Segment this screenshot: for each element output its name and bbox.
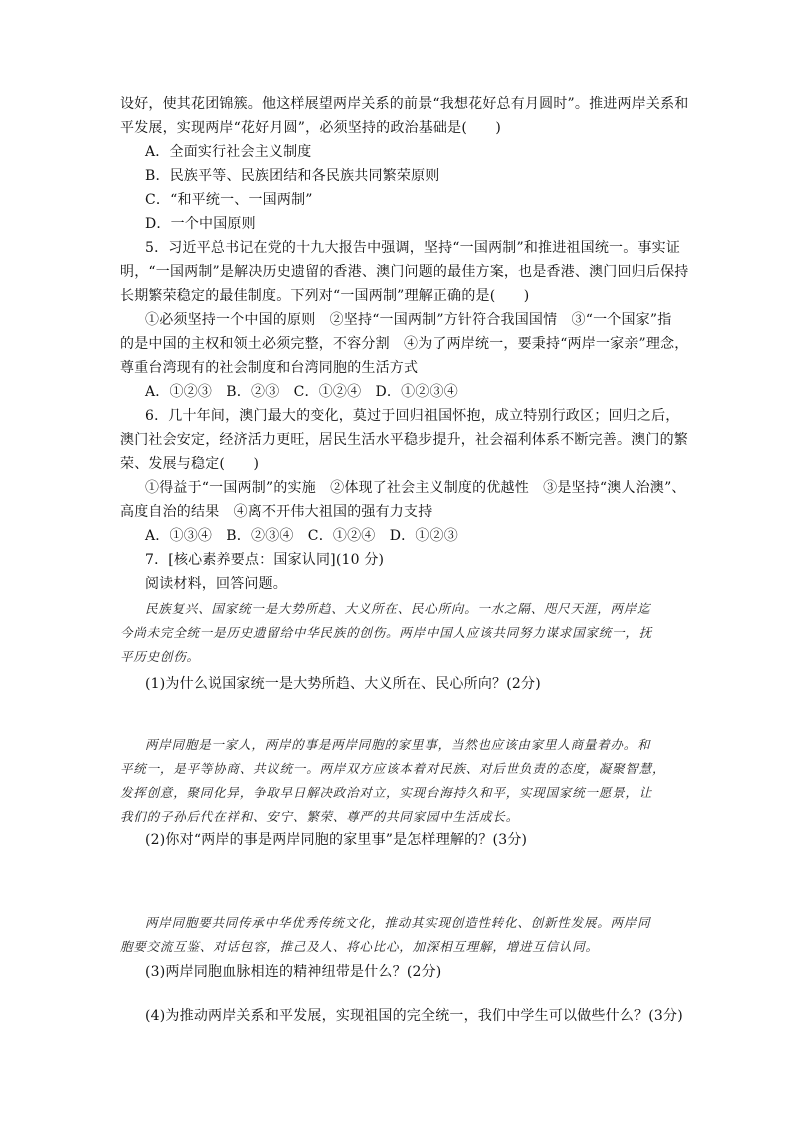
q7-header: 7．[核心素养要点：国家认同](10 分) xyxy=(145,552,385,568)
answer-space-2 xyxy=(120,854,680,904)
q6-stem-line-1: 6．几十年间，澳门最大的变化，莫过于回归祖国怀抱，成立特别行政区；回归之后， xyxy=(145,408,680,424)
q7-material-2-line-3: 发挥创意，聚同化异，争取早日解决政治对立，实现台海持久和平，实现国家统一愿景，让 xyxy=(120,785,653,800)
answer-space-3 xyxy=(120,986,680,1002)
q4-stem-line-2: 平发展，实现两岸“花好月圆”，必须坚持的政治基础是( ) xyxy=(120,120,502,136)
q5-stem-line-2: 明，“一国两制”是解决历史遗留的香港、澳门问题的最佳方案，也是香港、澳门回归后保持 xyxy=(120,264,689,280)
q7-material-1-line-2: 今尚未完全统一是历史遗留给中华民族的创伤。两岸中国人应该共同努力谋求国家统一，抚 xyxy=(120,625,653,640)
q6-stem-line-2: 澳门社会安定，经济活力更旺，居民生活水平稳步提升，社会福利体系不断完善。澳门的繁 xyxy=(120,432,688,448)
q7-material-3-line-1: 两岸同胞要共同传承中华优秀传统文化，推动其实现创造性转化、创新性发展。两岸同 xyxy=(145,915,651,930)
q6-items-line-2: 高度自治的结果 ④离不开伟大祖国的强有力支持 xyxy=(120,504,433,520)
q5-items-line-3: 尊重台湾现有的社会制度和台湾同胞的生活方式 xyxy=(120,360,419,376)
q7-material-1-line-3: 平历史创伤。 xyxy=(120,649,200,664)
q5-stem-line-3: 长期繁荣稳定的最佳制度。下列对“一国两制”理解正确的是( ) xyxy=(120,288,530,304)
q6-items-line-1: ①得益于“一国两制”的实施 ②体现了社会主义制度的优越性 ③是坚持“澳人治澳”、 xyxy=(145,480,686,496)
q4-option-c: C．“和平统一、一国两制” xyxy=(145,192,313,208)
q4-option-d: D．一个中国原则 xyxy=(145,216,256,232)
q7-material-2-line-4: 我们的子孙后代在祥和、安宁、繁荣、尊严的共同家园中生活成长。 xyxy=(120,809,520,824)
q7-sub-question-2: (2)你对“两岸的事是两岸同胞的家里事”是怎样理解的？(3分) xyxy=(145,832,528,848)
q7-instruction: 阅读材料，回答问题。 xyxy=(145,576,287,592)
q5-stem-line-1: 5．习近平总书记在党的十九大报告中强调，坚持“一国两制”和推进祖国统一。事实证 xyxy=(145,240,681,256)
q6-stem-line-3: 荣、发展与稳定( ) xyxy=(120,456,260,472)
q5-items-line-1: ①必须坚持一个中国的原则 ②坚持“一国两制”方针符合我国国情 ③“一个国家”指 xyxy=(145,312,672,328)
q4-option-a: A．全面实行社会主义制度 xyxy=(145,144,312,160)
q4-stem-line-1: 设好，使其花团锦簇。他这样展望两岸关系的前景“我想花好总有月圆时”。推进两岸关系和 xyxy=(120,96,689,112)
q7-sub-question-1: (1)为什么说国家统一是大势所趋、大义所在、民心所向？(2分) xyxy=(145,676,541,692)
q4-option-b: B．民族平等、民族团结和各民族共同繁荣原则 xyxy=(145,168,440,184)
answer-space-1 xyxy=(120,698,680,730)
q6-choices: A．①③④ B．②③④ C．①②④ D．①②③ xyxy=(145,528,458,544)
q5-items-line-2: 的是中国的主权和领土必须完整，不容分割 ④为了两岸统一，要秉持“两岸一家亲”理念， xyxy=(120,336,689,352)
q7-material-2-line-2: 平统一，是平等协商、共议统一。两岸双方应该本着对民族、对后世负责的态度，凝聚智慧， xyxy=(120,761,666,776)
q7-material-3-line-2: 胞要交流互鉴、对话包容，推己及人、将心比心，加深相互理解，增进互信认同。 xyxy=(120,939,599,954)
q5-choices: A．①②③ B．②③ C．①②④ D．①②③④ xyxy=(145,384,458,400)
q7-sub-question-3: (3)两岸同胞血脉相连的精神纽带是什么？(2分) xyxy=(145,964,442,980)
q7-material-1-line-1: 民族复兴、国家统一是大势所趋、大义所在、民心所向。一水之隔、咫尺天涯，两岸迄 xyxy=(145,601,651,616)
q7-material-2-line-1: 两岸同胞是一家人，两岸的事是两岸同胞的家里事，当然也应该由家里人商量着办。和 xyxy=(145,737,651,752)
q7-sub-question-4: (4)为推动两岸关系和平发展，实现祖国的完全统一，我们中学生可以做些什么？(3分) xyxy=(145,1008,683,1024)
